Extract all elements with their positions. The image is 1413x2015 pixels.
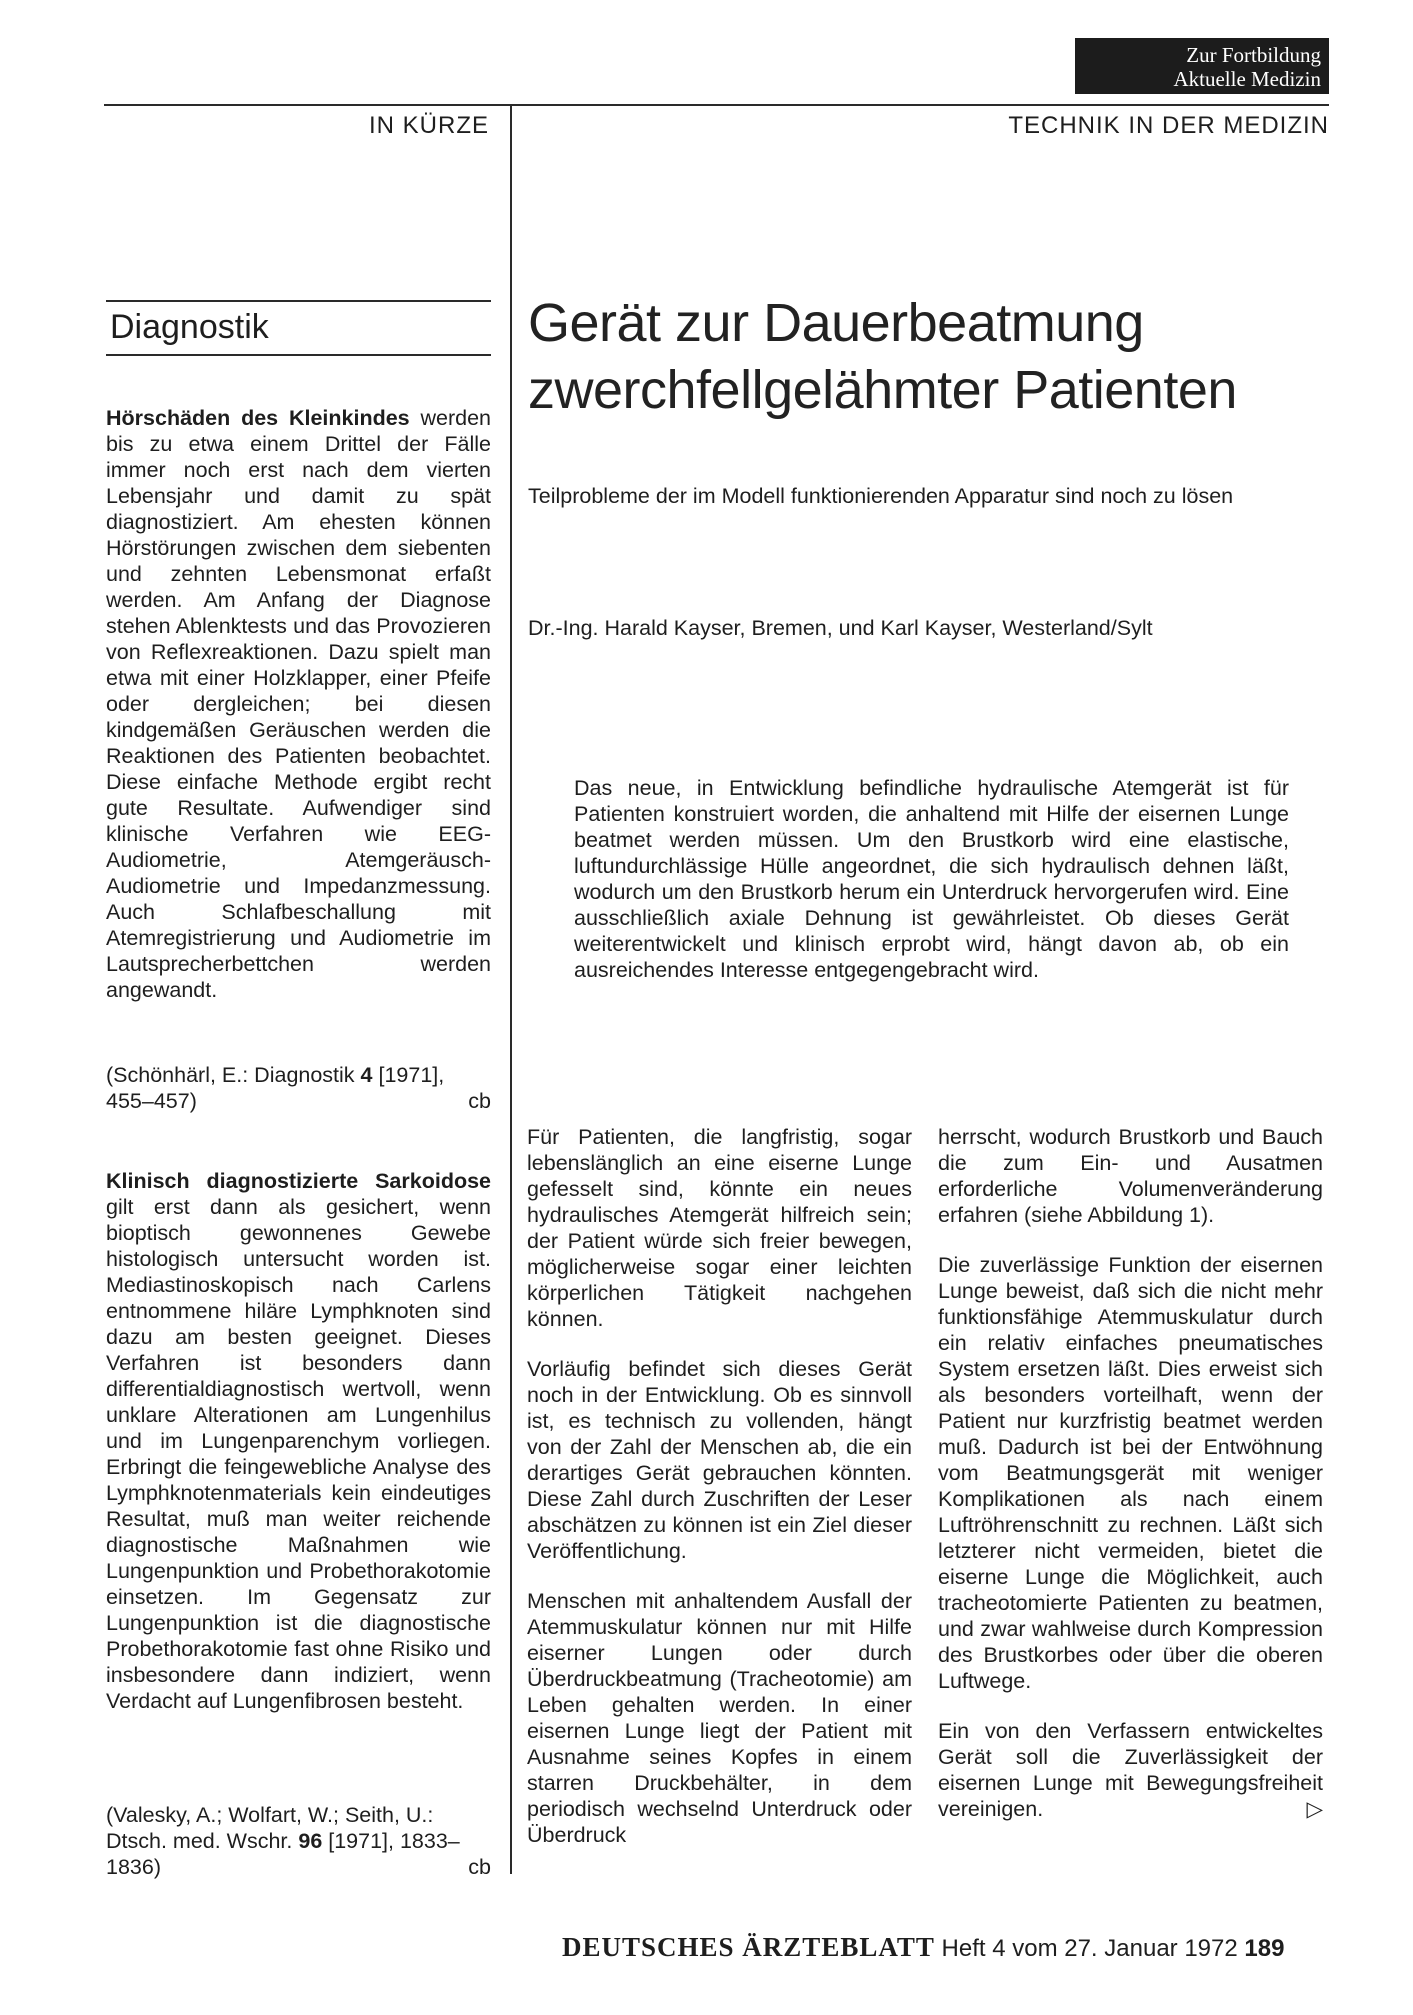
paragraph: Vorläufig befindet sich dieses Gerät noch in der Entwicklung. Ob es sinnvoll ist, es technisch zu vollenden, hängt von der Zahl der Menschen ab, die ein derartiges Gerät gebrauchen könnten. Diese Zahl durch Zuschriften der Leser abschätzen zu können ist ein Ziel dieser Veröffentlichung. [527,1357,912,1563]
reference-volume: 96 [298,1829,323,1853]
reference-text-end: [1971], 1833–1836) [106,1829,460,1879]
section-label-left: IN KÜRZE [368,112,489,139]
reference-text: (Schönhärl, E.: Diagnostik [106,1063,361,1087]
paragraph-text: Ein von den Verfassern entwickeltes Gerät soll die Zuverlässigkeit der eisernen Lunge mit Bewegungsfreiheit vereinigen. [938,1719,1323,1821]
page-number: 189 [1244,1935,1285,1962]
author-signature: cb [468,1089,491,1113]
reference-text-end: [1971], 455–457) [106,1063,445,1113]
sidebar-rule-bottom [106,354,491,356]
item-text: werden bis zu etwa einem Drittel der Fälle immer noch erst nach dem vierten Lebensjahr und damit zu spät diagnostiziert. Am ehesten können Hörstörungen zwischen dem siebenten und zehnten Lebensmonat erfaßt werden. Am Anfang der Diagnose stehen Ablenktests und das Provozieren von Reflexreaktionen. Dazu spielt man etwa mit einer Holzklapper, einer Pfeife oder dergleichen; bei diesen kindgemäßen Geräuschen werden die Reaktionen des Patienten beobachtet. Diese einfache Methode ergibt recht gute Resultate. Aufwendiger sind klinische Verfahren wie EEG-Audiometrie, Atemgeräusch-Audiometrie und Impedanzmessung. Auch Schlafbeschallung mit Atemregistrierung und Audiometrie im Lautsprecherbettchen werden angewandt. [106,406,491,1002]
headline-line-2: zwerchfellgelähmter Patienten [528,360,1237,420]
article-subtitle: Teilprobleme der im Modell funktionierenden Apparatur sind noch zu lösen [528,484,1234,508]
issue-info: Heft 4 vom 27. Januar 1972 [941,1935,1238,1962]
article-column-2 [938,1124,1323,1822]
paragraph [938,1718,1323,1822]
badge-line-2: Aktuelle Medizin [1173,67,1321,91]
continue-arrow-icon: ▷ [1306,1797,1323,1821]
article-column-1 [527,1124,912,1872]
sidebar-reference-1 [106,1062,491,1114]
sidebar-item-sarkoidose [106,1168,491,1714]
item-lead: Hörschäden des Kleinkindes [106,406,410,430]
badge-line-1: Zur Fortbildung [1186,43,1321,67]
section-badge [1075,38,1329,94]
journal-name: DEUTSCHES ÄRZTEBLATT [562,1932,935,1962]
column-divider [510,104,512,1874]
item-lead: Klinisch diagnostizierte Sarkoidose [106,1169,491,1193]
paragraph: Die zuverlässige Funktion der eisernen Lunge beweist, daß sich die nicht mehr funktionsfähige Atemmuskulatur durch ein relativ einfaches pneumatisches System ersetzen läßt. Dies erweist sich als besonders vorteilhaft, wenn der Patient nur kurzfristig beatmet werden muß. Dadurch ist bei der Entwöhnung vom Beatmungsgerät mit weniger Komplikationen als nach einem Luftröhrenschnitt zu rechnen. Läßt sich letzterer nicht vermeiden, bietet die eiserne Lunge die Möglichkeit, auch tracheotomierte Patienten zu beatmen, und zwar wahlweise durch Kompression des Brustkorbes oder über die oberen Luftwege. [938,1253,1323,1693]
author-signature: cb [468,1855,491,1879]
item-text: gilt erst dann als gesichert, wenn bioptisch gewonnenes Gewebe histologisch untersucht worden ist. Mediastinoskopisch nach Carlens entnommene hiläre Lymphknoten sind dazu am besten geeignet. Dieses Verfahren ist besonders dann differentialdiagnostisch wertvoll, wenn unklare Alterationen am Lungenhilus und im Lungenparenchym vorliegen. Erbringt die feingewebliche Analyse des Lymphknotenmaterials kein eindeutiges Resultat, muß man weiter reichende diagnostische Maßnahmen wie Lungenpunktion und Probethorakotomie einsetzen. Im Gegensatz zur Lungenpunktion ist die diagnostische Probethorakotomie fast ohne Risiko und insbesondere dann indiziert, wenn Verdacht auf Lungenfibrosen besteht. [106,1195,491,1713]
article-authors: Dr.-Ing. Harald Kayser, Bremen, und Karl Kayser, Westerland/Sylt [528,616,1153,640]
sidebar-item-hoerschaeden [106,405,491,1003]
header-rule [104,104,1329,106]
article-headline [528,290,1328,424]
page-footer [562,1932,1284,1963]
paragraph: Für Patienten, die langfristig, sogar lebenslänglich an eine eiserne Lunge gefesselt sind, könnte ein neues hydraulisches Atemgerät hilfreich sein; der Patient würde sich freier bewegen, möglicherweise sogar einer leichten körperlichen Tätigkeit nachgehen können. [527,1125,912,1331]
reference-volume: 4 [360,1063,373,1087]
headline-line-1: Gerät zur Dauerbeatmung [528,293,1144,353]
reference-text: (Valesky, A.; Wolfart, W.; Seith, U.: Dtsch. med. Wschr. [106,1803,434,1853]
sidebar-rule-top [106,300,491,302]
sidebar-heading: Diagnostik [110,308,269,346]
paragraph: Menschen mit anhaltendem Ausfall der Atemmuskulatur können nur mit Hilfe eiserner Lungen oder durch Überdruckbeatmung (Tracheotomie) am Leben gehalten werden. In einer eisernen Lunge liegt der Patient mit Ausnahme seines Kopfes in einem starren Druckbehälter, in dem periodisch wechselnd Unterdruck oder Überdruck [527,1589,912,1847]
sidebar-reference-2 [106,1802,491,1880]
paragraph: herrscht, wodurch Brustkorb und Bauch die zum Ein- und Ausatmen erforderliche Volumenveränderung erfahren (siehe Abbildung 1). [938,1125,1323,1227]
article-abstract: Das neue, in Entwicklung befindliche hydraulische Atemgerät ist für Patienten konstruiert worden, die anhaltend mit Hilfe der eisernen Lunge beatmet werden müssen. Um den Brustkorb wird eine elastische, luftundurchlässige Hülle angeordnet, die sich hydraulisch dehnen läßt, wodurch um den Brustkorb herum ein Unterdruck hervorgerufen wird. Eine ausschließlich axiale Dehnung ist gewährleistet. Ob dieses Gerät weiterentwickelt und klinisch erprobt wird, hängt davon ab, ob ein ausreichendes Interesse entgegengebracht wird. [574,776,1289,982]
section-label-right: TECHNIK IN DER MEDIZIN [1008,112,1329,139]
